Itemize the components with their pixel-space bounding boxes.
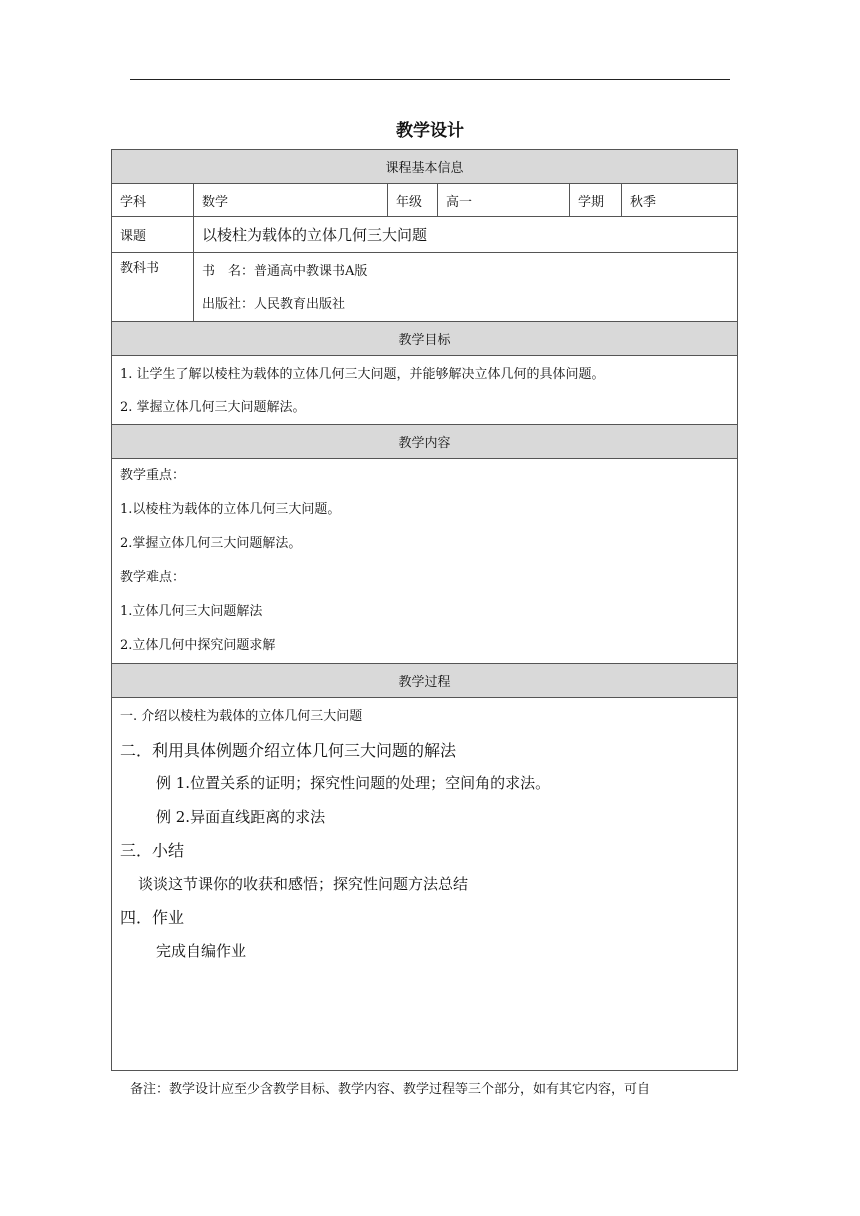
document-title: 教学设计 [396, 121, 464, 141]
term-value: 秋季 [622, 184, 738, 217]
textbook-label: 教科书 [112, 253, 194, 322]
process-item: 二．利用具体例题介绍立体几何三大问题的解法 [120, 740, 457, 760]
process-item: 一. 介绍以棱柱为载体的立体几何三大问题 [120, 709, 363, 724]
process-example: 例 1.位置关系的证明；探究性问题的处理；空间角的求法。 [156, 774, 551, 792]
textbook-name: 书 名：普通高中教课书A版 [202, 264, 368, 279]
process-summary: 谈谈这节课你的收获和感悟；探究性问题方法总结 [138, 874, 469, 893]
grade-value: 高一 [438, 184, 570, 217]
term-label: 学期 [570, 184, 622, 217]
content-item: 2.立体几何中探究问题求解 [120, 638, 276, 653]
process-example: 例 2.异面直线距离的求法 [156, 807, 326, 826]
process-item: 四．作业 [120, 908, 185, 927]
content-item: 2.掌握立体几何三大问题解法。 [120, 536, 302, 551]
content-item: 1.以棱柱为载体的立体几何三大问题。 [120, 502, 341, 517]
textbook-publisher: 出版社：人民教育出版社 [202, 297, 346, 312]
section-header-process: 教学过程 [112, 664, 738, 698]
section-header-content: 教学内容 [112, 425, 738, 459]
subject-label: 学科 [112, 184, 194, 217]
lesson-plan-table [111, 149, 737, 1071]
header-rule [130, 79, 730, 80]
footnote: 备注：教学设计应至少含教学目标、教学内容、教学过程等三个部分，如有其它内容，可自 [130, 1082, 651, 1097]
subject-value: 数学 [194, 184, 388, 217]
objective-item: 1. 让学生了解以棱柱为载体的立体几何三大问题，并能够解决立体几何的具体问题。 [120, 367, 605, 382]
grade-label: 年级 [388, 184, 438, 217]
objective-item: 2. 掌握立体几何三大问题解法。 [120, 400, 306, 415]
section-header-basic-info: 课程基本信息 [112, 150, 738, 184]
process-homework: 完成自编作业 [156, 941, 247, 960]
content-item: 1.立体几何三大问题解法 [120, 604, 263, 619]
topic-label: 课题 [112, 217, 194, 253]
section-header-objectives: 教学目标 [112, 322, 738, 356]
topic-value: 以棱柱为载体的立体几何三大问题 [194, 217, 738, 253]
difficulties-heading: 教学难点： [120, 570, 186, 585]
process-item: 三．小结 [120, 841, 185, 860]
key-points-heading: 教学重点： [120, 468, 186, 483]
